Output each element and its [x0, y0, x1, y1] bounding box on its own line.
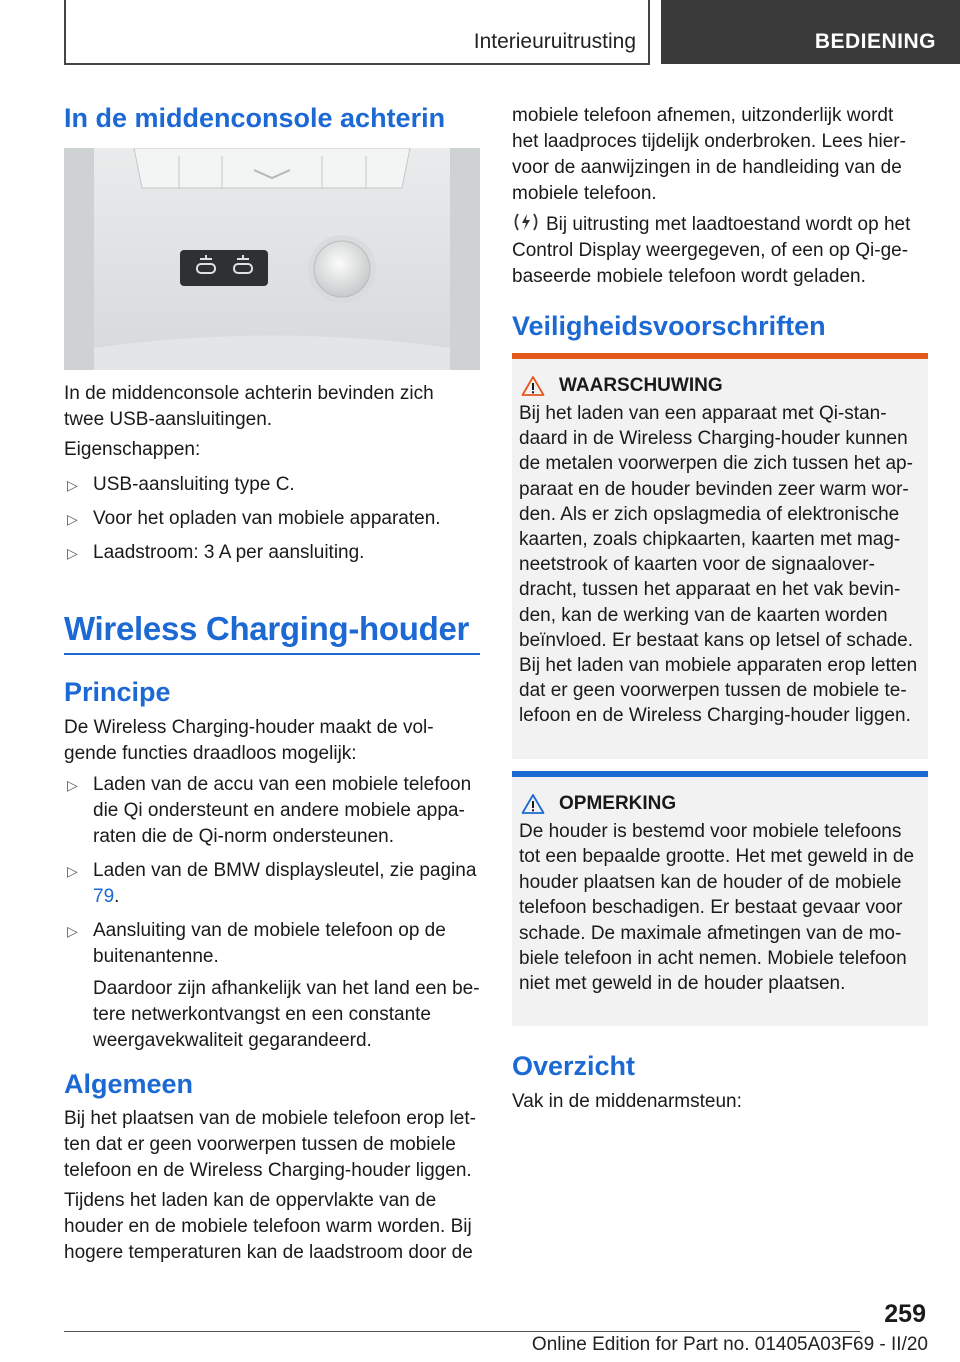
heading-safety: Veiligheidsvoorschriften	[512, 311, 826, 341]
bullet-triangle-icon: ▷	[67, 511, 78, 527]
heading-principe: Principe	[64, 677, 171, 707]
bullet-triangle-icon: ▷	[67, 545, 78, 561]
heading-console: In de middenconsole achterin	[64, 103, 446, 133]
list-item: ▷ Voor het opladen van mobiele apparaten.	[64, 506, 480, 532]
principe-intro: De Wireless Charging-houder maakt de volgende functies draadloos mogelijk:	[64, 717, 434, 764]
header-section-title: Interieuruitrusting	[473, 30, 636, 53]
function-note: Daardoor zijn afhankelijk van het land een betere netwerkontvangst en een constante weergavekwaliteit gegarandeerd.	[93, 978, 480, 1051]
properties-label: Eigenschappen:	[64, 439, 201, 460]
warning-title: WAARSCHUWING	[559, 375, 723, 396]
charging-display-row	[512, 211, 928, 290]
heading-underline	[64, 653, 480, 655]
heading-wireless-charging: Wireless Charging-houder	[64, 610, 470, 647]
list-item: ▷ USB-aansluiting type C.	[64, 472, 480, 498]
properties-list	[64, 472, 480, 566]
footer-rule	[64, 1331, 860, 1332]
algemeen-paragraph-2: Tijdens het laden kan de oppervlakte van de houder en de mobiele telefoon warm worden. Bij hogere temperaturen kan de laadstroom door de	[64, 1190, 473, 1263]
note-text: De houder is bestemd voor mobiele telefoons tot een bepaalde grootte. Het met geweld in de houder plaatsen kan de houder of de mobiele telefoon beschadigen. Er bestaat gevaar voor schade. De maximale afmetingen van de mobiele telefoon in acht nemen. Mobiele telefoon niet met geweld in de houder plaatsen.	[519, 821, 915, 995]
list-item: ▷ Laden van de BMW displaysleutel, zie pagina 79.	[67, 860, 477, 907]
overzicht-text: Vak in de middenarmsteun:	[512, 1091, 742, 1112]
heading-algemeen: Algemeen	[64, 1069, 194, 1099]
continued-paragraph: mobiele telefoon afnemen, uitzonderlijk wordt het laadproces tijdelijk onderbroken. Lees hiervoor de aanwijzingen in de handleiding van de mobiele telefoon.	[512, 105, 906, 204]
console-description: In de middenconsole achterin bevinden zich twee USB-aansluitingen.	[64, 383, 434, 430]
note-box	[512, 771, 928, 1026]
bullet-triangle-icon: ▷	[67, 863, 78, 879]
page-number: 259	[884, 1300, 926, 1328]
wireless-charging-icon	[512, 211, 540, 231]
algemeen-paragraph-1: Bij het plaatsen van de mobiele telefoon erop letten dat er geen voorwerpen tussen de mobiele telefoon en de Wireless Charging-houder liggen.	[64, 1108, 476, 1181]
warning-triangle-icon	[521, 375, 545, 397]
warning-text: Bij het laden van een apparaat met Qi-standaard in de Wireless Charging-houder kunnen de metalen voorwerpen die zich tussen het apparaat en de houder bevinden zeer warm worden. Als er zich opslagmedia of elektronische kaarten, zoals chipkaarten, kaarten met magneetstrook of kaarten voor de signaaloverdracht, tussen het apparaat en het vak bevinden, kan de werking van de kaarten worden beïnvloed. Er bestaat kans op letsel of schade. Bij het laden van mobiele apparaten erop letten dat er geen voorwerpen tussen de mobiele telefoon en de Wireless Charging-houder liggen.	[519, 403, 918, 727]
header-chapter-tab[interactable]: BEDIENING	[661, 0, 960, 64]
page-reference-link[interactable]: 79	[93, 886, 115, 907]
warning-box	[512, 353, 928, 759]
display-text: Bij uitrusting met laadtoestand wordt op het Control Display weergegeven, of een op Qi-gebaseerde mobiele telefoon wordt geladen.	[512, 214, 911, 287]
header-rule-right	[648, 0, 650, 64]
bullet-triangle-icon: ▷	[67, 923, 78, 939]
footer-edition: Online Edition for Part no. 01405A03F69 - II/20	[531, 1334, 928, 1355]
list-item: ▷ Laden van de accu van een mobiele telefoon die Qi ondersteunt en andere mobiele apparaten die de Qi-norm ondersteunen.	[67, 774, 472, 847]
bullet-triangle-icon: ▷	[67, 777, 78, 793]
bullet-triangle-icon: ▷	[67, 477, 78, 493]
list-item: ▷ Laadstroom: 3 A per aansluiting.	[64, 540, 480, 566]
header-rule-bottom	[64, 63, 650, 65]
heading-overzicht: Overzicht	[512, 1051, 636, 1081]
functions-list	[64, 772, 480, 1054]
warning-triangle-icon	[521, 793, 545, 815]
note-title: OPMERKING	[559, 793, 677, 814]
console-photo-graphic	[64, 148, 480, 370]
console-usb-photo	[64, 148, 480, 370]
list-item: ▷ Aansluiting van de mobiele telefoon op de buitenantenne. Daardoor zijn afhankelijk van het land een betere netwerkontvangst en een constante weergavekwaliteit gegarandeerd.	[64, 918, 480, 1054]
